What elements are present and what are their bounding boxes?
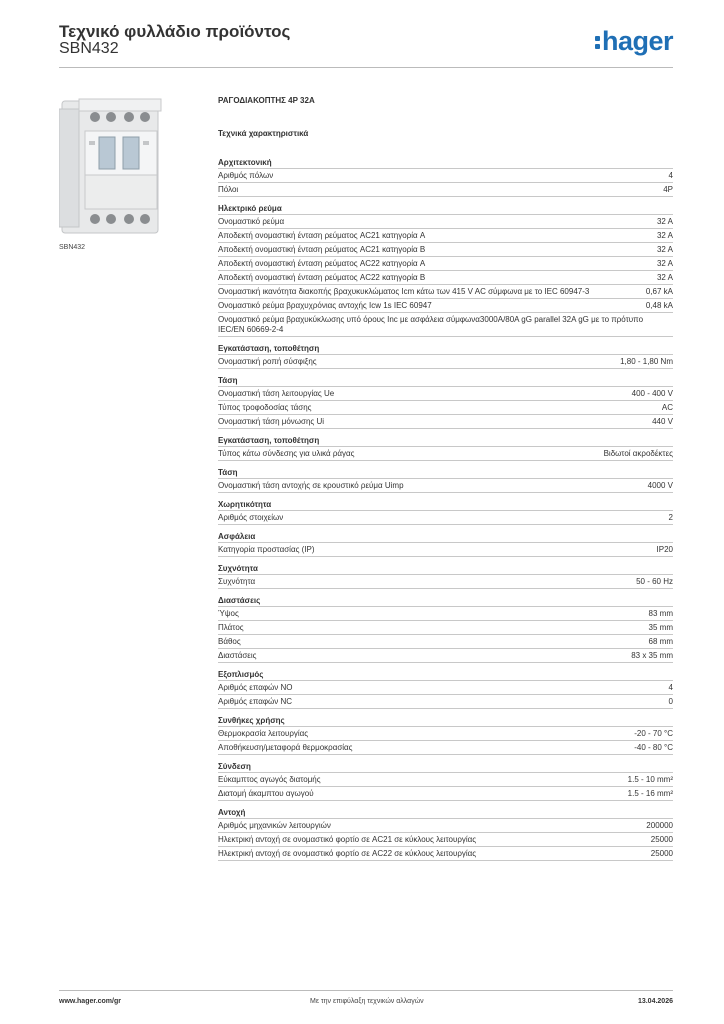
spec-row — [218, 832, 673, 846]
spec-value: 0,67 kA — [645, 287, 673, 296]
spec-row — [218, 694, 673, 709]
spec-label: Αριθμός επαφών NO — [218, 683, 293, 692]
spec-value: 1,80 - 1,80 Nm — [620, 357, 673, 366]
spec-section — [218, 595, 673, 663]
spec-value: 32 A — [656, 217, 673, 226]
spec-value: 4 — [668, 171, 673, 180]
spec-value: 35 mm — [648, 623, 673, 632]
page-header — [59, 18, 673, 66]
spec-row — [218, 256, 673, 270]
spec-row — [218, 846, 673, 861]
spec-row — [218, 270, 673, 284]
spec-content — [218, 96, 673, 867]
spec-label: Ονομαστικό ρεύμα βραχυκύκλωσης υπό όρους Inc με ασφάλεια σύμφωνα3000A/80A gG parallel 32A gG με το πρότυπο IEC/EN 60669-2-4 — [218, 315, 644, 334]
spec-label: Ηλεκτρική αντοχή σε ονομαστικό φορτίο σε AC21 σε κύκλους λειτουργίας — [218, 835, 477, 844]
spec-value: 1.5 - 16 mm² — [627, 789, 673, 798]
spec-label: Τύπος τροφοδοσίας τάσης — [218, 403, 312, 412]
spec-section — [218, 761, 673, 801]
section-title: Εγκατάσταση, τοποθέτηση — [218, 436, 320, 445]
spec-row — [218, 414, 673, 429]
spec-row — [218, 386, 673, 400]
spec-row — [218, 354, 673, 369]
section-title: Ηλεκτρικό ρεύμα — [218, 204, 282, 213]
spec-row — [218, 606, 673, 620]
document-title: Τεχνικό φυλλάδιο προϊόντος — [59, 22, 291, 41]
spec-label: Αριθμός επαφών NC — [218, 697, 293, 706]
spec-section — [218, 375, 673, 429]
spec-row — [218, 510, 673, 525]
section-title: Εγκατάσταση, τοποθέτηση — [218, 344, 320, 353]
spec-value: 68 mm — [648, 637, 673, 646]
spec-row — [218, 574, 673, 589]
product-image — [59, 91, 171, 239]
spec-section — [218, 467, 673, 493]
footer-note: Με την επιφύλαξη τεχνικών αλλαγών — [310, 998, 424, 1005]
spec-row — [218, 182, 673, 197]
spec-row — [218, 818, 673, 832]
section-title: Σύνδεση — [218, 762, 251, 771]
spec-label: Αποδεκτή ονομαστική ένταση ρεύματος AC22 κατηγορία B — [218, 273, 426, 282]
spec-label: Κατηγορία προστασίας (IP) — [218, 545, 315, 554]
spec-label: Εύκαμπτος αγωγός διατομής — [218, 775, 321, 784]
section-title: Αρχιτεκτονική — [218, 158, 272, 167]
hager-logo — [595, 26, 673, 57]
product-code: SBN432 — [59, 40, 119, 57]
characteristics-title: Τεχνικά χαρακτηριστικά — [218, 129, 309, 138]
spec-value: 32 A — [656, 245, 673, 254]
spec-label: Ονομαστικό ρεύμα βραχυχρόνιας αντοχής Icw 1s IEC 60947 — [218, 301, 432, 310]
spec-section — [218, 563, 673, 589]
spec-section — [218, 531, 673, 557]
section-title: Ασφάλεια — [218, 532, 256, 541]
spec-value: 440 V — [652, 417, 673, 426]
spec-label: Αποδεκτή ονομαστική ένταση ρεύματος AC22 κατηγορία A — [218, 259, 426, 268]
footer-website[interactable]: www.hager.com/gr — [59, 998, 121, 1005]
spec-value: 1.5 - 10 mm² — [627, 775, 673, 784]
spec-row — [218, 620, 673, 634]
spec-row — [218, 284, 673, 298]
spec-value: 4 — [668, 683, 673, 692]
spec-row — [218, 542, 673, 557]
spec-value: 32 A — [656, 231, 673, 240]
spec-value: 32 A — [656, 273, 673, 282]
spec-value: Βιδωτοί ακροδέκτες — [603, 449, 673, 458]
spec-section — [218, 157, 673, 197]
section-title: Εξοπλισμός — [218, 670, 264, 679]
spec-section — [218, 343, 673, 369]
section-title: Συνθήκες χρήσης — [218, 716, 285, 725]
spec-row — [218, 446, 673, 461]
spec-row — [218, 312, 673, 337]
logo-dots-icon — [595, 32, 600, 50]
spec-label: Τύπος κάτω σύνδεσης για υλικά ράγας — [218, 449, 355, 458]
spec-section — [218, 669, 673, 709]
switch-disconnector-icon — [59, 91, 171, 239]
spec-row — [218, 168, 673, 182]
spec-value: 0,48 kA — [645, 301, 673, 310]
spec-label: Αριθμός στοιχείων — [218, 513, 284, 522]
spec-value: -20 - 70 °C — [634, 729, 673, 738]
spec-label: Θερμοκρασία λειτουργίας — [218, 729, 309, 738]
spec-row — [218, 648, 673, 663]
spec-label: Πόλοι — [218, 185, 239, 194]
spec-row — [218, 228, 673, 242]
spec-label: Αποθήκευση/μεταφορά θερμοκρασίας — [218, 743, 353, 752]
spec-value: 2 — [668, 513, 673, 522]
spec-value: 0 — [668, 697, 673, 706]
spec-label: Ονομαστική τάση αντοχής σε κρουστικό ρεύμα Uimp — [218, 481, 404, 490]
spec-label: Ύψος — [218, 609, 239, 618]
spec-row — [218, 242, 673, 256]
spec-section — [218, 715, 673, 755]
spec-value: AC — [661, 403, 673, 412]
spec-row — [218, 478, 673, 493]
spec-sections — [218, 157, 673, 861]
spec-label: Ονομαστική τάση μόνωσης Ui — [218, 417, 325, 426]
spec-value: 83 mm — [648, 609, 673, 618]
spec-label: Ηλεκτρική αντοχή σε ονομαστικό φορτίο σε AC22 σε κύκλους λειτουργίας — [218, 849, 477, 858]
spec-row — [218, 298, 673, 312]
spec-value: 25000 — [650, 849, 673, 858]
product-name: ΡΑΓΟΔΙΑΚΟΠΤΗΣ 4P 32A — [218, 96, 315, 105]
logo-text: hager — [601, 26, 673, 56]
spec-label: Αποδεκτή ονομαστική ένταση ρεύματος AC21 κατηγορία B — [218, 245, 426, 254]
spec-label: Διατομή άκαμπτου αγωγού — [218, 789, 314, 798]
spec-row — [218, 786, 673, 801]
spec-section — [218, 499, 673, 525]
spec-value: 83 x 35 mm — [631, 651, 673, 660]
section-title: Διαστάσεις — [218, 596, 261, 605]
section-title: Αντοχή — [218, 808, 246, 817]
spec-label: Αποδεκτή ονομαστική ένταση ρεύματος AC21 κατηγορία A — [218, 231, 426, 240]
spec-label: Συχνότητα — [218, 577, 256, 586]
spec-value: 25000 — [650, 835, 673, 844]
spec-value: 50 - 60 Hz — [636, 577, 673, 586]
spec-section — [218, 807, 673, 861]
spec-value: 4000 V — [647, 481, 673, 490]
spec-label: Ονομαστικό ρεύμα — [218, 217, 285, 226]
spec-row — [218, 772, 673, 786]
spec-value: IP20 — [656, 545, 673, 554]
spec-row — [218, 214, 673, 228]
spec-value: 200000 — [646, 821, 673, 830]
footer-divider — [59, 990, 673, 991]
section-title: Τάση — [218, 468, 238, 477]
spec-label: Πλάτος — [218, 623, 244, 632]
spec-row — [218, 634, 673, 648]
spec-section — [218, 435, 673, 461]
spec-label: Αριθμός πόλων — [218, 171, 274, 180]
spec-section — [218, 203, 673, 337]
spec-row — [218, 400, 673, 414]
spec-row — [218, 740, 673, 755]
spec-value: -40 - 80 °C — [634, 743, 673, 752]
spec-row — [218, 726, 673, 740]
spec-label: Ονομαστική τάση λειτουργίας Ue — [218, 389, 335, 398]
footer-date: 13.04.2026 — [637, 998, 673, 1005]
spec-value: 4P — [663, 185, 673, 194]
spec-label: Ονομαστική ικανότητα διακοπής βραχυκυκλώματος Icm κάτω των 415 V AC σύμφωνα με το IEC 60947-3 — [218, 287, 590, 296]
spec-label: Ονομαστική ροπή σύσφιξης — [218, 357, 317, 366]
spec-value: 32 A — [656, 259, 673, 268]
spec-label: Διαστάσεις — [218, 651, 257, 660]
spec-label: Βάθος — [218, 637, 241, 646]
section-title: Χωρητικότητα — [218, 500, 272, 509]
spec-row — [218, 680, 673, 694]
section-title: Συχνότητα — [218, 564, 258, 573]
section-title: Τάση — [218, 376, 238, 385]
spec-label: Αριθμός μηχανικών λειτουργιών — [218, 821, 331, 830]
spec-value: 400 - 400 V — [631, 389, 673, 398]
header-divider — [59, 67, 673, 68]
image-caption: SBN432 — [59, 244, 86, 251]
